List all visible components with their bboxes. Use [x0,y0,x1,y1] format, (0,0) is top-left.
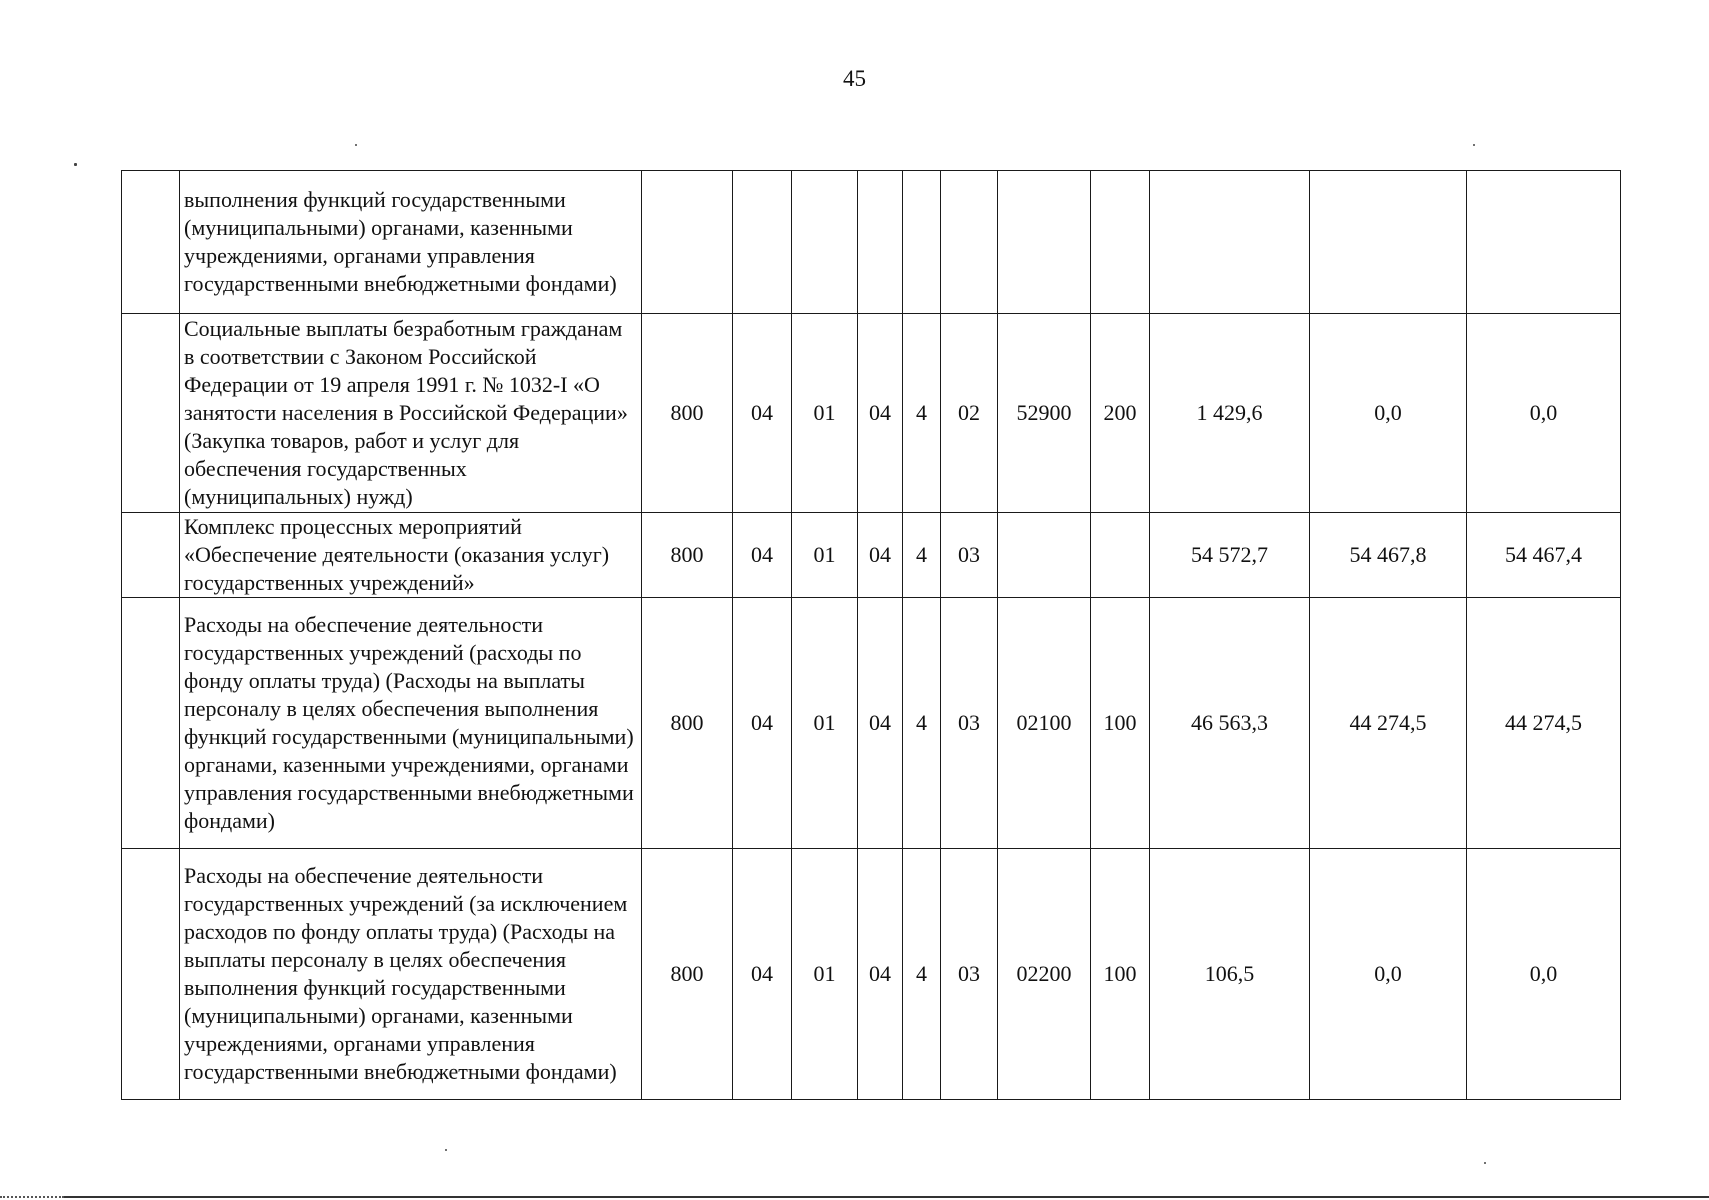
expense-type-cell [1091,513,1150,598]
program-cell: 04 [858,314,903,513]
amount-year1-cell: 54 572,7 [1150,513,1310,598]
amount-year2-cell: 54 467,8 [1310,513,1467,598]
amount-year3-cell: 0,0 [1467,849,1621,1100]
row-number-cell [122,598,180,849]
program-type-cell: 4 [903,849,941,1100]
scan-speck [355,144,357,146]
code-cell [642,171,733,314]
amount-year3-cell: 0,0 [1467,314,1621,513]
subprogram-cell: 03 [941,513,998,598]
subsection-cell: 01 [792,513,858,598]
code-cell: 800 [642,598,733,849]
amount-year3-cell: 44 274,5 [1467,598,1621,849]
subsection-cell [792,171,858,314]
subprogram-cell: 02 [941,314,998,513]
direction-cell: 52900 [998,314,1091,513]
expense-type-cell [1091,171,1150,314]
direction-cell [998,171,1091,314]
expense-type-cell: 100 [1091,598,1150,849]
scan-speck [1473,144,1475,146]
direction-cell: 02100 [998,598,1091,849]
direction-cell [998,513,1091,598]
amount-year2-cell: 44 274,5 [1310,598,1467,849]
row-number-cell [122,513,180,598]
scan-speck [445,1149,447,1151]
description-cell: Комплекс процессных мероприятий «Обеспечение деятельности (оказания услуг) государственных учреждений» [180,513,642,598]
description-cell: Расходы на обеспечение деятельности государственных учреждений (за исключением расходов по фонду оплаты труда) (Расходы на выплаты персоналу в целях обеспечения выполнения функций государственными (муниципальными) органами, казенными учреждениями, органами управления государственными внебюджетными фондами) [180,849,642,1100]
amount-year1-cell [1150,171,1310,314]
subprogram-cell: 03 [941,598,998,849]
amount-year3-cell [1467,171,1621,314]
program-cell: 04 [858,513,903,598]
code-cell: 800 [642,513,733,598]
row-number-cell [122,849,180,1100]
subprogram-cell [941,171,998,314]
code-cell: 800 [642,314,733,513]
description-cell: Расходы на обеспечение деятельности государственных учреждений (расходы по фонду оплаты труда) (Расходы на выплаты персоналу в целях обеспечения выполнения функций государственными (муниципальными) органами, казенными учреждениями, органами управления государственными внебюджетными фондами) [180,598,642,849]
page-edge-rule [64,1196,1709,1198]
program-cell: 04 [858,598,903,849]
subsection-cell: 01 [792,849,858,1100]
program-type-cell: 4 [903,314,941,513]
table-row [122,513,1621,598]
subsection-cell: 01 [792,314,858,513]
amount-year1-cell: 1 429,6 [1150,314,1310,513]
subsection-cell: 01 [792,598,858,849]
code-cell: 800 [642,849,733,1100]
scan-speck [1484,1162,1486,1164]
expense-type-cell: 100 [1091,849,1150,1100]
section-cell [733,171,792,314]
row-number-cell [122,171,180,314]
page-edge-dots [0,1196,64,1200]
amount-year3-cell: 54 467,4 [1467,513,1621,598]
section-cell: 04 [733,598,792,849]
description-cell: Социальные выплаты безработным гражданам в соответствии с Законом Российской Федерации от 19 апреля 1991 г. № 1032-I «О занятости населения в Российской Федерации» (Закупка товаров, работ и услуг для обеспечения государственных (муниципальных) нужд) [180,314,642,513]
program-type-cell: 4 [903,513,941,598]
page-number: 45 [843,66,866,91]
amount-year1-cell: 106,5 [1150,849,1310,1100]
amount-year1-cell: 46 563,3 [1150,598,1310,849]
subprogram-cell: 03 [941,849,998,1100]
row-number-cell [122,314,180,513]
program-type-cell: 4 [903,598,941,849]
amount-year2-cell [1310,171,1467,314]
direction-cell: 02200 [998,849,1091,1100]
program-cell [858,171,903,314]
section-cell: 04 [733,849,792,1100]
table-row [122,849,1621,1100]
table-row [122,598,1621,849]
amount-year2-cell: 0,0 [1310,314,1467,513]
table-row [122,171,1621,314]
amount-year2-cell: 0,0 [1310,849,1467,1100]
program-type-cell [903,171,941,314]
section-cell: 04 [733,314,792,513]
scan-speck [74,163,77,166]
budget-table [121,170,1621,1100]
expense-type-cell: 200 [1091,314,1150,513]
table-row [122,314,1621,513]
description-cell: выполнения функций государственными (муниципальными) органами, казенными учреждениями, органами управления государственными внебюджетными фондами) [180,171,642,314]
program-cell: 04 [858,849,903,1100]
section-cell: 04 [733,513,792,598]
